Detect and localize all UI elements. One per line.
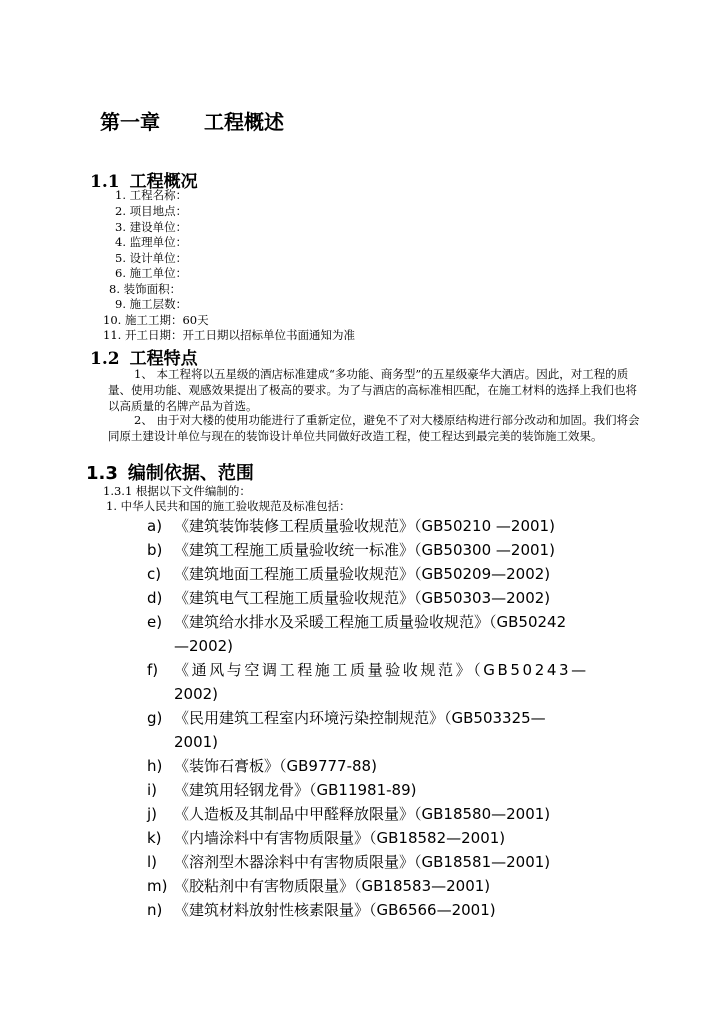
list-item: 11. 开工日期：开工日期以招标单位书面通知为准 — [103, 328, 355, 342]
chapter-heading: 工程概述 — [204, 110, 284, 134]
list-item: 1. 工程名称： — [115, 188, 188, 202]
list-item: 5. 设计单位： — [115, 251, 188, 265]
subsection-1-3-1: 1.3.1 根据以下文件编制的： — [103, 484, 251, 498]
list-item — [147, 898, 589, 922]
list-item: 8. 装饰面积： — [109, 282, 182, 296]
list-item — [147, 514, 589, 538]
list-label: c) — [147, 565, 162, 583]
standard-title-cont: —2002) — [174, 637, 234, 655]
standard-title: 《建筑电气工程施工质量验收规范》（GB50303—2002) — [174, 589, 551, 607]
list-label: k) — [147, 829, 162, 847]
list-item — [147, 826, 589, 850]
standard-title: 《溶剂型木器涂料中有害物质限量》（GB18581—2001) — [174, 853, 551, 871]
section-title: 工程概况 — [129, 172, 198, 192]
section-title: 编制依据、范围 — [127, 463, 254, 484]
list-item — [147, 874, 589, 898]
list-label: j) — [147, 805, 158, 823]
list-label: h) — [147, 757, 163, 775]
list-label: b) — [147, 541, 163, 559]
standard-title-cont: 2002) — [174, 685, 219, 703]
standard-title: 《建筑用轻钢龙骨》（GB11981-89) — [174, 781, 417, 799]
list-item: 4. 监理单位： — [115, 235, 188, 249]
list-item: 3. 建设单位： — [115, 220, 188, 234]
standard-title: 《建筑地面工程施工质量验收规范》（GB50209—2002) — [174, 565, 551, 583]
list-label: m) — [147, 877, 168, 895]
list-item — [147, 802, 589, 826]
list-label: a) — [147, 517, 163, 535]
standard-title-cont: 2001) — [174, 733, 219, 751]
standards-list — [147, 514, 589, 922]
chapter-title — [100, 106, 284, 135]
section-number: 1.1 — [90, 172, 120, 192]
standard-title: 《胶粘剂中有害物质限量》（GB18583—2001) — [174, 877, 491, 895]
list-item: 2. 项目地点： — [115, 204, 188, 218]
list-label: i) — [147, 781, 158, 799]
standard-title: 《建筑材料放射性核素限量》（GB6566—2001) — [174, 901, 496, 919]
list-item: 10. 施工工期：60天 — [103, 313, 209, 327]
list-item — [147, 538, 589, 562]
list-item: 6. 施工单位： — [115, 266, 188, 280]
list-label: d) — [147, 589, 163, 607]
section-1-3-heading — [86, 459, 254, 485]
standard-title: 《装饰石膏板》（GB9777-88) — [174, 757, 377, 775]
standard-title: 《建筑工程施工质量验收统一标准》（GB50300 —2001) — [174, 541, 555, 559]
standard-title: 《通风与空调工程施工质量验收规范》（GB50243— — [174, 661, 589, 679]
list-item — [147, 778, 589, 802]
section-number: 1.2 — [90, 349, 120, 369]
list-label: n) — [147, 901, 163, 919]
list-label: g) — [147, 709, 163, 727]
paragraph-1: 1、 本工程将以五星级的酒店标准建成“多功能、商务型”的五星级豪华大酒店。因此，对工程的质量、使用功能、观感效果提出了极高的要求。为了与酒店的高标准相匹配，在施工材料的选择上我们也将以高质量的名牌产品为首选。 — [108, 367, 637, 413]
standard-title: 《内墙涂料中有害物质限量》（GB18582—2001) — [174, 829, 506, 847]
standard-title: 《建筑装饰装修工程质量验收规范》（GB50210 —2001) — [174, 517, 555, 535]
standard-title: 《建筑给水排水及采暖工程施工质量验收规范》（GB50242 — [174, 613, 567, 631]
paragraph-2: 2、 由于对大楼的使用功能进行了重新定位，避免不了对大楼原结构进行部分改动和加固。我们将会同原土建设计单位与现在的装饰设计单位共同做好改造工程，使工程达到最完美的装饰施工效果。 — [108, 413, 640, 443]
list-label: l) — [147, 853, 158, 871]
list-item: 9. 施工层数： — [115, 297, 188, 311]
chapter-number: 第一章 — [100, 110, 160, 134]
list-item — [147, 850, 589, 874]
section-number: 1.3 — [86, 463, 118, 484]
standard-title: 《民用建筑工程室内环境污染控制规范》（GB503325— — [174, 709, 546, 727]
list-item — [147, 706, 589, 754]
list-item — [147, 754, 589, 778]
list-item — [147, 586, 589, 610]
list-label: e) — [147, 613, 163, 631]
section-title: 工程特点 — [129, 349, 198, 369]
subsection-intro: 1. 中华人民共和国的施工验收规范及标准包括： — [106, 499, 351, 513]
list-item — [147, 562, 589, 586]
list-item — [147, 658, 589, 706]
list-item — [147, 610, 589, 658]
list-label: f) — [147, 661, 159, 679]
standard-title: 《人造板及其制品中甲醛释放限量》（GB18580—2001) — [174, 805, 551, 823]
